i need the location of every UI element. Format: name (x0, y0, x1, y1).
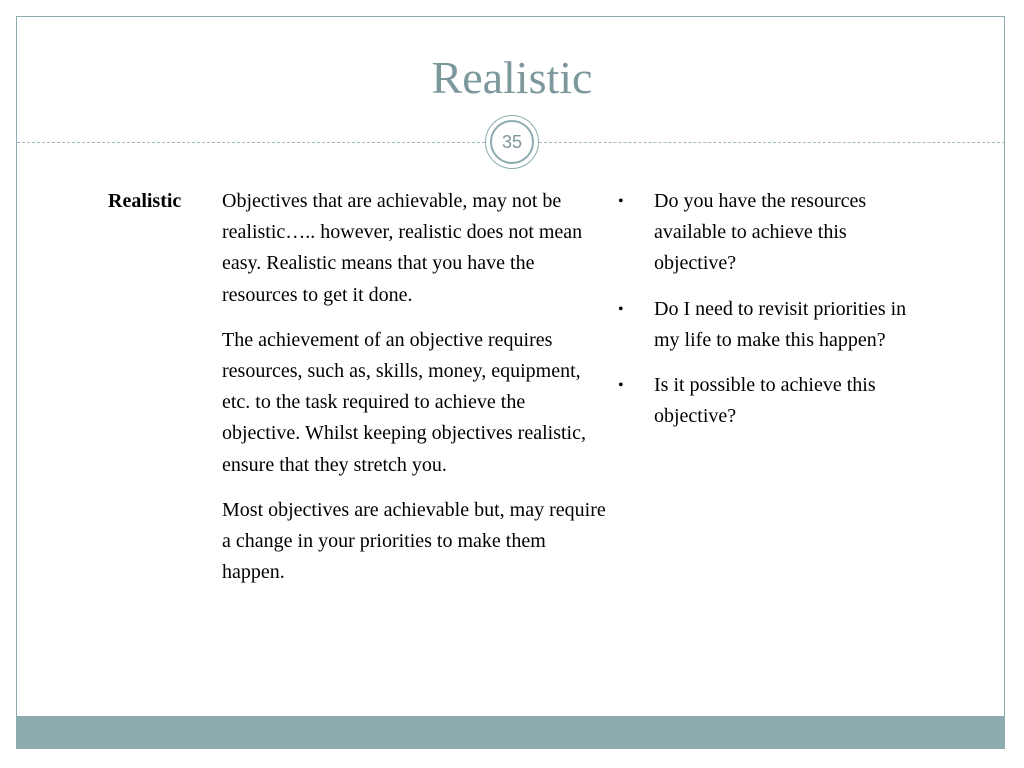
question-list (618, 186, 918, 446)
question-text: Do I need to revisit priorities in my life to make this happen? (654, 297, 907, 351)
bullet-icon: • (618, 300, 624, 318)
title-divider-left (17, 142, 485, 143)
title-divider-right (539, 142, 1005, 143)
question-text: Is it possible to achieve this objective? (654, 374, 876, 428)
page-number: 35 (490, 120, 534, 164)
definition-paragraph: Objectives that are achievable, may not be realistic….. however, realistic does not mean easy. Realistic means that you have the resources to get it done. (222, 190, 583, 306)
question-item (618, 186, 918, 280)
question-text: Do you have the resources available to achieve this objective? (654, 190, 867, 275)
question-item (618, 370, 918, 432)
definition-text (222, 186, 608, 602)
question-item (618, 294, 918, 356)
term-label: Realistic (108, 190, 182, 212)
page-number-badge (485, 115, 539, 169)
bullet-icon: • (618, 377, 624, 395)
bullet-icon: • (618, 193, 624, 210)
definition-paragraph: The achievement of an objective requires resources, such as, skills, money, equipment, etc. to the task required to achieve the objective. Whilst keeping objectives realistic, ensure that they stretch you. (222, 328, 586, 476)
footer-bar (17, 716, 1005, 749)
definition-paragraph: Most objectives are achievable but, may require a change in your priorities to make them happen. (222, 498, 606, 584)
slide-title: Realistic (431, 52, 593, 103)
